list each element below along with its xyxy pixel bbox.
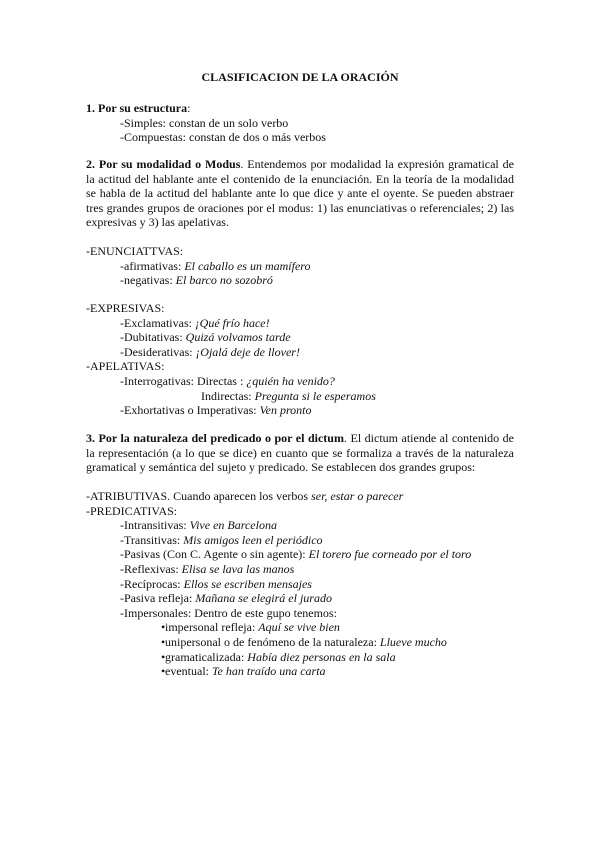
bullet-icon: • bbox=[161, 634, 166, 649]
bullet-item: •impersonal refleja: Aquí se vive bien bbox=[161, 620, 340, 635]
list-item: Indirectas: Pregunta si le esperamos bbox=[201, 388, 376, 403]
bullet-item: •gramaticalizada: Había diez personas en la sala bbox=[161, 649, 396, 664]
group-label: -ENUNCIATTVAS: bbox=[86, 244, 184, 258]
list-item: -Simples: constan de un solo verbo bbox=[120, 115, 289, 130]
list-item: -Reflexivas: Elisa se lava las manos bbox=[120, 561, 295, 576]
section-dictum bbox=[86, 431, 514, 475]
group-predicado bbox=[86, 489, 514, 679]
page-title: CLASIFICACION DE LA ORACIÓN bbox=[201, 70, 399, 84]
section-estructura: 1. Por su estructura: -Simples: constan de un solo verbo -Compuestas: constan de dos o más verbos bbox=[86, 101, 514, 145]
list-item: -Exhortativas o Imperativas: Ven pronto bbox=[120, 403, 312, 418]
bullet-icon: • bbox=[161, 649, 166, 664]
section-heading: 2. Por su modalidad o Modus bbox=[86, 157, 241, 171]
list-item: -Intransitivas: Vive en Barcelona bbox=[120, 518, 277, 533]
section-modalidad bbox=[86, 157, 514, 230]
section-heading: 3. Por la naturaleza del predicado o por el dictum bbox=[86, 431, 344, 445]
list-item: -negativas: El barco no sozobró bbox=[120, 273, 273, 288]
group-enunciativas bbox=[86, 244, 514, 288]
paragraph-text: . El dictum atiende al contenido de la representación (a lo que se dice) en cuanto que se formaliza a través de la naturaleza gramatical y semántica del sujeto y predicado. Se establecen dos grandes grupos: bbox=[86, 431, 515, 475]
section-heading: 1. Por su estructura bbox=[86, 101, 188, 115]
bullet-icon: • bbox=[161, 664, 166, 679]
list-item: -Exclamativas: ¡Qué frío hace! bbox=[120, 315, 270, 330]
list-item: -Impersonales: Dentro de este gupo tenemos: bbox=[120, 605, 337, 620]
list-item: -Recíprocas: Ellos se escriben mensajes bbox=[120, 576, 312, 591]
group-label: -APELATIVAS: bbox=[86, 359, 165, 374]
list-item: -afirmativas: El caballo es un mamífero bbox=[120, 258, 311, 273]
group-label: -ATRIBUTIVAS. Cuando aparecen los verbos ser, estar o parecer bbox=[86, 489, 404, 503]
group-label: -EXPRESIVAS: bbox=[86, 301, 165, 315]
list-item: -Pasiva refleja: Mañana se elegirá el jurado bbox=[120, 591, 332, 606]
list-item: -Interrogativas: Directas : ¿quién ha venido? bbox=[120, 373, 335, 388]
list-item: -Pasivas (Con C. Agente o sin agente): El torero fue corneado por el toro bbox=[120, 547, 472, 562]
bullet-item: •unipersonal o de fenómeno de la naturaleza: Llueve mucho bbox=[161, 634, 447, 649]
group-label: -PREDICATIVAS: bbox=[86, 503, 178, 518]
list-item: -Dubitativas: Quizá volvamos tarde bbox=[120, 330, 291, 345]
list-item: -Transitivas: Mis amigos leen el periódico bbox=[120, 532, 323, 547]
bullet-icon: • bbox=[161, 620, 166, 635]
list-item: -Desiderativas: ¡Ojalá deje de llover! bbox=[120, 344, 300, 359]
paragraph-text: . Entendemos por modalidad la expresión gramatical de la actitud del hablante ante el contenido de la enunciación. En la teoría de la modalidad se habla de la actitud del hablante ante lo que dice y ante el oyente. Se pueden abstraer tres grandes grupos de oraciones por el modus: 1) las enunciativas o referenciales; 2) las expresivas y 3) las apelativas. bbox=[86, 157, 515, 230]
bullet-item: •eventual: Te han traído una carta bbox=[161, 664, 326, 679]
list-item: -Compuestas: constan de dos o más verbos bbox=[120, 130, 326, 145]
group-expresivas bbox=[86, 301, 514, 418]
